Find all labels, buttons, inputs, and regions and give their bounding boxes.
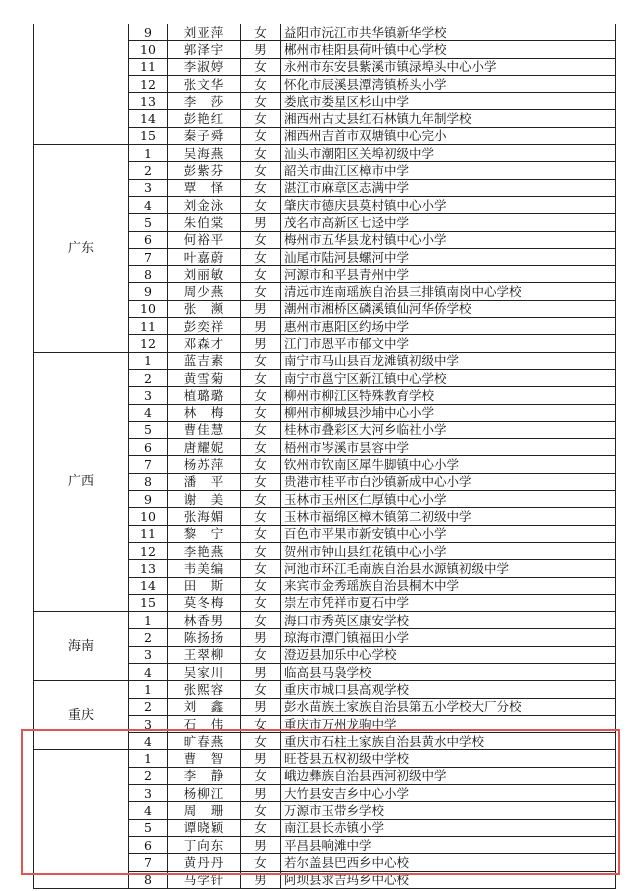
row-number: 4	[129, 404, 168, 421]
school-name: 若尔盖县巴西乡中心校	[281, 854, 616, 871]
teacher-name: 彭奕祥	[168, 318, 241, 335]
school-name: 肇庆市德庆县莫村镇中心小学	[281, 196, 616, 213]
school-name: 贵港市桂平市白沙镇新成中心小学	[281, 473, 616, 490]
gender: 女	[241, 58, 281, 75]
row-number: 9	[129, 24, 168, 41]
teacher-name: 杨柳江	[168, 785, 241, 802]
row-number: 1	[129, 145, 168, 162]
province-cell	[34, 750, 129, 888]
row-number: 3	[129, 785, 168, 802]
teacher-name: 叶嘉蔚	[168, 248, 241, 265]
school-name: 桂林市叠彩区大河乡临社小学	[281, 421, 616, 438]
school-name: 益阳市沅江市共华镇新华学校	[281, 24, 616, 41]
gender: 女	[241, 439, 281, 456]
teacher-name: 林香男	[168, 612, 241, 629]
gender: 女	[241, 767, 281, 784]
school-name: 阿坝县求吉玛乡中心校	[281, 871, 616, 888]
row-number: 1	[129, 750, 168, 767]
row-number: 10	[129, 300, 168, 317]
row-number: 3	[129, 646, 168, 663]
gender: 女	[241, 473, 281, 490]
row-number: 1	[129, 612, 168, 629]
gender: 女	[241, 145, 281, 162]
teacher-name: 杨苏萍	[168, 456, 241, 473]
gender: 女	[241, 387, 281, 404]
row-number: 5	[129, 421, 168, 438]
teacher-name: 秦子舜	[168, 127, 241, 144]
row-number: 1	[129, 352, 168, 369]
teacher-name: 黄丹丹	[168, 854, 241, 871]
province-cell: 重庆	[34, 681, 129, 750]
gender: 女	[241, 266, 281, 283]
row-number: 7	[129, 456, 168, 473]
teacher-name: 张文华	[168, 75, 241, 92]
gender: 男	[241, 629, 281, 646]
row-number: 6	[129, 231, 168, 248]
row-number: 11	[129, 525, 168, 542]
gender: 女	[241, 802, 281, 819]
teacher-name: 谢 美	[168, 491, 241, 508]
school-name: 澄迈县加乐中心学校	[281, 646, 616, 663]
school-name: 重庆市石柱土家族自治县黄水中学校	[281, 733, 616, 750]
teacher-name: 黄雪菊	[168, 369, 241, 386]
row-number: 9	[129, 283, 168, 300]
school-name: 南江县长赤镇小学	[281, 819, 616, 836]
school-name: 韶关市曲江区樟市中学	[281, 162, 616, 179]
gender: 男	[241, 871, 281, 888]
row-number: 13	[129, 560, 168, 577]
row-number: 7	[129, 854, 168, 871]
gender: 女	[241, 93, 281, 110]
gender: 男	[241, 335, 281, 352]
school-name: 重庆市万州龙驹中学	[281, 715, 616, 732]
gender: 女	[241, 248, 281, 265]
school-name: 玉林市玉州区仁厚镇中心小学	[281, 491, 616, 508]
row-number: 15	[129, 594, 168, 611]
teacher-name: 丁向东	[168, 836, 241, 853]
teacher-name: 覃 怿	[168, 179, 241, 196]
school-name: 钦州市钦南区犀牛脚镇中心小学	[281, 456, 616, 473]
school-name: 琼海市潭门镇福田小学	[281, 629, 616, 646]
school-name: 汕头市潮阳区关埠初级中学	[281, 145, 616, 162]
school-name: 彭水苗族土家族自治县第五小学校大厂分校	[281, 698, 616, 715]
row-number: 3	[129, 387, 168, 404]
school-name: 清远市连南瑶族自治县三排镇南岗中心学校	[281, 283, 616, 300]
school-name: 怀化市辰溪县潭湾镇桥头小学	[281, 75, 616, 92]
table-row	[34, 750, 616, 767]
row-number: 12	[129, 335, 168, 352]
gender: 男	[241, 214, 281, 231]
teacher-name: 王翠柳	[168, 646, 241, 663]
teacher-name: 唐耀妮	[168, 439, 241, 456]
row-number: 10	[129, 508, 168, 525]
teacher-name: 张熙容	[168, 681, 241, 698]
gender: 女	[241, 646, 281, 663]
school-name: 平昌县响滩中学	[281, 836, 616, 853]
school-name: 娄底市娄星区杉山中学	[281, 93, 616, 110]
school-name: 湛江市麻章区志满中学	[281, 179, 616, 196]
row-number: 14	[129, 577, 168, 594]
teacher-name: 曹佳慧	[168, 421, 241, 438]
row-number: 14	[129, 110, 168, 127]
teacher-name: 吴家川	[168, 663, 241, 680]
gender: 女	[241, 542, 281, 559]
gender: 男	[241, 318, 281, 335]
school-name: 南宁市马山县百龙滩镇初级中学	[281, 352, 616, 369]
school-name: 潮州市湘桥区磷溪镇仙河华侨学校	[281, 300, 616, 317]
gender: 女	[241, 715, 281, 732]
row-number: 4	[129, 802, 168, 819]
gender: 女	[241, 110, 281, 127]
teacher-name: 植璐璐	[168, 387, 241, 404]
school-name: 柳州市柳江区特殊教育学校	[281, 387, 616, 404]
teacher-name: 旷春燕	[168, 733, 241, 750]
gender: 女	[241, 283, 281, 300]
row-number: 2	[129, 162, 168, 179]
row-number: 9	[129, 491, 168, 508]
teacher-name: 彭艳红	[168, 110, 241, 127]
teacher-name: 曹 智	[168, 750, 241, 767]
school-name: 郴州市桂阳县荷叶镇中心学校	[281, 41, 616, 58]
row-number: 6	[129, 836, 168, 853]
teacher-name: 韦美编	[168, 560, 241, 577]
province-cell: 海南	[34, 612, 129, 681]
gender: 女	[241, 127, 281, 144]
table-row	[34, 352, 616, 369]
table-row	[34, 24, 616, 41]
school-name: 永州市东安县紫溪市镇渌埠头中心小学	[281, 58, 616, 75]
teacher-name: 石 伟	[168, 715, 241, 732]
gender: 女	[241, 525, 281, 542]
province-cell: 广东	[34, 145, 129, 353]
teacher-name: 吴海燕	[168, 145, 241, 162]
school-name: 茂名市高新区七迳中学	[281, 214, 616, 231]
gender: 男	[241, 41, 281, 58]
gender: 女	[241, 491, 281, 508]
teacher-name: 刘 鑫	[168, 698, 241, 715]
row-number: 12	[129, 542, 168, 559]
province-cell: 广西	[34, 352, 129, 611]
row-number: 8	[129, 871, 168, 888]
gender: 女	[241, 560, 281, 577]
teacher-name: 田 斯	[168, 577, 241, 594]
gender: 女	[241, 404, 281, 421]
table-row	[34, 681, 616, 698]
row-number: 3	[129, 179, 168, 196]
gender: 女	[241, 421, 281, 438]
gender: 女	[241, 352, 281, 369]
row-number: 2	[129, 698, 168, 715]
school-name: 梧州市岑溪市昙容中学	[281, 439, 616, 456]
school-name: 湘西州古丈县红石林镇九年制学校	[281, 110, 616, 127]
gender: 男	[241, 698, 281, 715]
school-name: 河池市环江毛南族自治县水源镇初级中学	[281, 560, 616, 577]
teacher-name: 郭泽宇	[168, 41, 241, 58]
teacher-name: 刘亚萍	[168, 24, 241, 41]
row-number: 7	[129, 248, 168, 265]
gender: 女	[241, 577, 281, 594]
teacher-name: 张 濒	[168, 300, 241, 317]
gender: 男	[241, 300, 281, 317]
row-number: 2	[129, 629, 168, 646]
gender: 女	[241, 612, 281, 629]
teacher-name: 李艳燕	[168, 542, 241, 559]
gender: 女	[241, 231, 281, 248]
teacher-name: 李 莎	[168, 93, 241, 110]
teacher-name: 李淑婷	[168, 58, 241, 75]
row-number: 3	[129, 715, 168, 732]
teacher-name: 朱伯棠	[168, 214, 241, 231]
school-name: 惠州市惠阳区约场中学	[281, 318, 616, 335]
row-number: 4	[129, 733, 168, 750]
school-name: 来宾市金秀瑶族自治县桐木中学	[281, 577, 616, 594]
gender: 男	[241, 750, 281, 767]
teacher-name: 莫冬梅	[168, 594, 241, 611]
gender: 女	[241, 854, 281, 871]
teacher-name: 张海媚	[168, 508, 241, 525]
gender: 女	[241, 369, 281, 386]
teacher-name: 周 珊	[168, 802, 241, 819]
gender: 女	[241, 681, 281, 698]
gender: 女	[241, 819, 281, 836]
teacher-name: 马学针	[168, 871, 241, 888]
teacher-name: 林 梅	[168, 404, 241, 421]
row-number: 8	[129, 266, 168, 283]
gender: 男	[241, 785, 281, 802]
school-name: 旺苍县五权初级中学校	[281, 750, 616, 767]
row-number: 1	[129, 681, 168, 698]
school-name: 万源市玉带乡学校	[281, 802, 616, 819]
school-name: 大竹县安吉乡中心小学	[281, 785, 616, 802]
school-name: 崇左市凭祥市夏石中学	[281, 594, 616, 611]
row-number: 12	[129, 75, 168, 92]
gender: 女	[241, 75, 281, 92]
row-number: 2	[129, 369, 168, 386]
table-row	[34, 612, 616, 629]
school-name: 峨边彝族自治县西河初级中学	[281, 767, 616, 784]
school-name: 南宁市邕宁区新江镇中心学校	[281, 369, 616, 386]
gender: 女	[241, 196, 281, 213]
school-name: 湘西州吉首市双塘镇中心完小	[281, 127, 616, 144]
school-name: 临高县马袅学校	[281, 663, 616, 680]
school-name: 汕尾市陆河县螺河中学	[281, 248, 616, 265]
teacher-name: 刘丽敏	[168, 266, 241, 283]
row-number: 8	[129, 473, 168, 490]
school-name: 玉林市福绵区樟木镇第二初级中学	[281, 508, 616, 525]
teacher-name: 谭晓颖	[168, 819, 241, 836]
teacher-name: 邓森才	[168, 335, 241, 352]
teacher-name: 李 静	[168, 767, 241, 784]
row-number: 2	[129, 767, 168, 784]
gender: 女	[241, 24, 281, 41]
school-name: 贺州市钟山县红花镇中心小学	[281, 542, 616, 559]
teacher-name: 黎 宁	[168, 525, 241, 542]
gender: 女	[241, 162, 281, 179]
teacher-name: 周少燕	[168, 283, 241, 300]
teacher-name: 何裕平	[168, 231, 241, 248]
row-number: 10	[129, 41, 168, 58]
teacher-name: 潘 平	[168, 473, 241, 490]
row-number: 11	[129, 58, 168, 75]
teacher-list-table	[33, 24, 616, 889]
row-number: 11	[129, 318, 168, 335]
teacher-name: 彭紫芬	[168, 162, 241, 179]
gender: 女	[241, 179, 281, 196]
row-number: 5	[129, 214, 168, 231]
school-name: 海口市秀英区康安学校	[281, 612, 616, 629]
row-number: 15	[129, 127, 168, 144]
teacher-name: 刘金泳	[168, 196, 241, 213]
row-number: 4	[129, 663, 168, 680]
row-number: 13	[129, 93, 168, 110]
school-name: 百色市平果市新安镇中心小学	[281, 525, 616, 542]
school-name: 江门市恩平市郁文中学	[281, 335, 616, 352]
gender: 男	[241, 663, 281, 680]
school-name: 河源市和平县青州中学	[281, 266, 616, 283]
teacher-name: 陈扬扬	[168, 629, 241, 646]
row-number: 5	[129, 819, 168, 836]
gender: 女	[241, 456, 281, 473]
teacher-name: 蓝吉素	[168, 352, 241, 369]
school-name: 梅州市五华县龙村镇中心小学	[281, 231, 616, 248]
table-row	[34, 145, 616, 162]
row-number: 4	[129, 196, 168, 213]
row-number: 6	[129, 439, 168, 456]
school-name: 重庆市城口县高观学校	[281, 681, 616, 698]
gender: 女	[241, 508, 281, 525]
province-cell	[34, 24, 129, 145]
gender: 男	[241, 836, 281, 853]
gender: 女	[241, 733, 281, 750]
school-name: 柳州市柳城县沙埔中心小学	[281, 404, 616, 421]
gender: 女	[241, 594, 281, 611]
